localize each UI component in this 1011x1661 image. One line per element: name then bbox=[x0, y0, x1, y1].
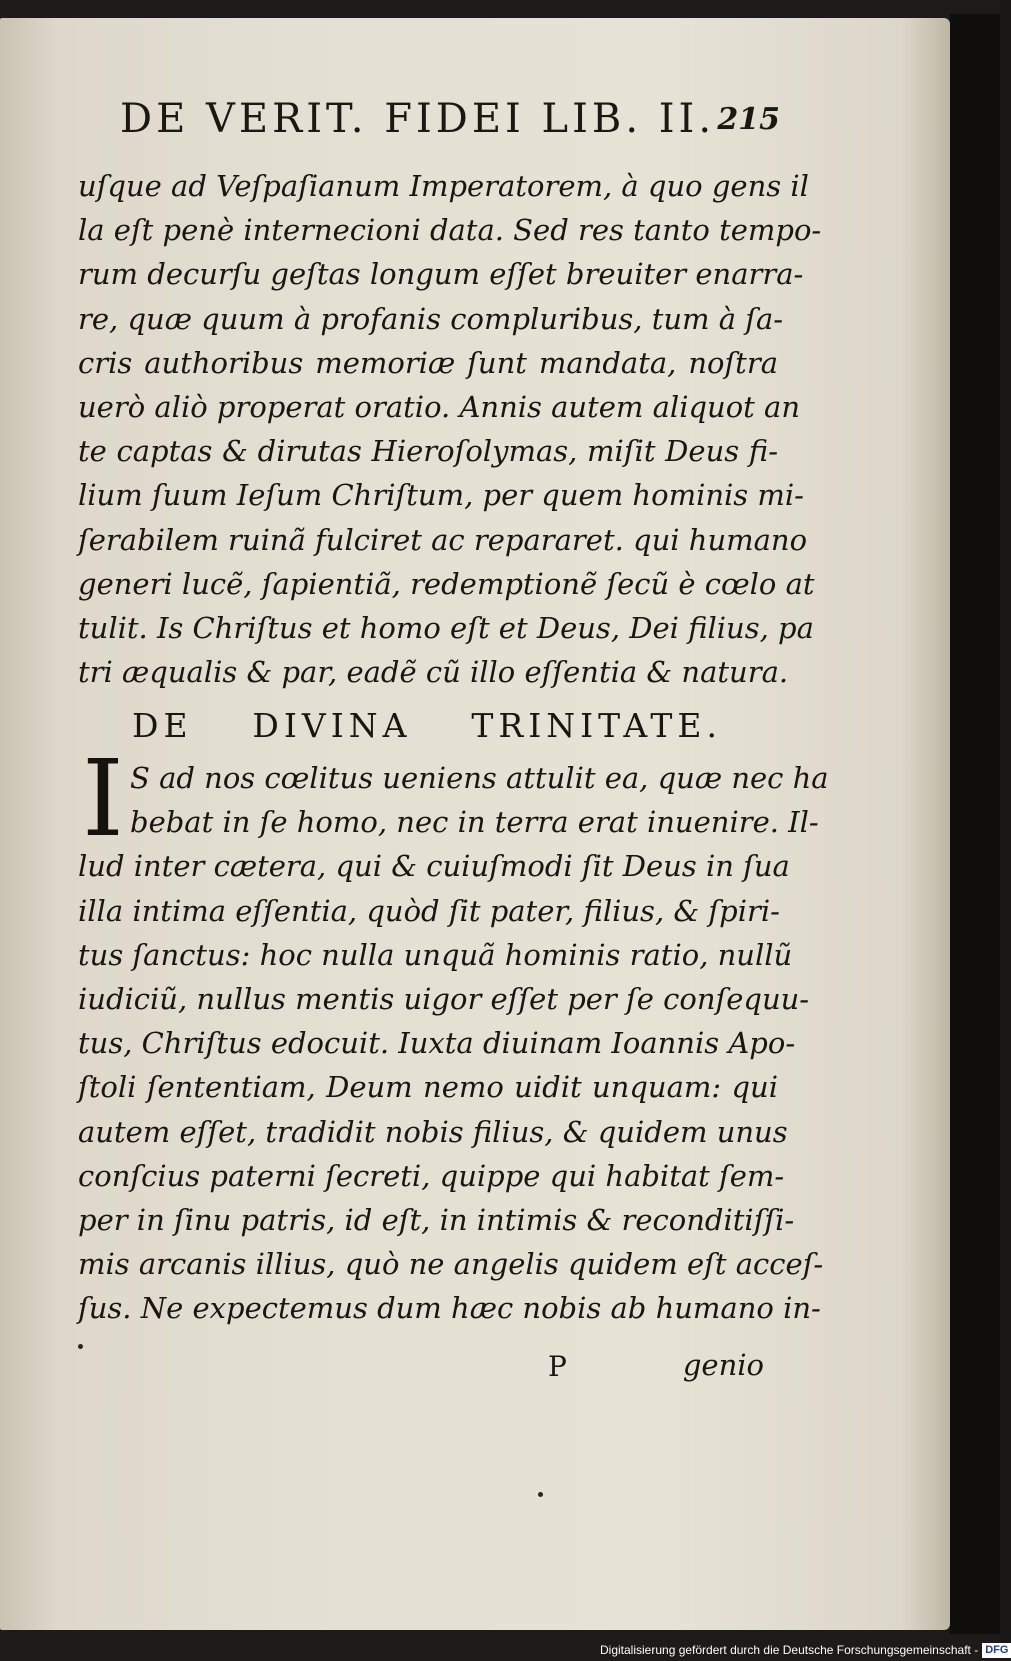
dfg-logo: DFG bbox=[982, 1643, 1011, 1658]
running-head bbox=[120, 96, 780, 156]
signature-and-catchword-line bbox=[78, 1342, 778, 1392]
ink-speck bbox=[538, 1492, 543, 1497]
text-line: tus ſanctus: hoc nulla unquã hominis ratio, nullũ bbox=[78, 937, 793, 972]
text-line: autem eſſet, tradidit nobis filius, & quidem unus bbox=[78, 1114, 788, 1149]
text-line: uerò aliò properat oratio. Annis autem aliquot an bbox=[78, 389, 801, 424]
page-number: 215 bbox=[717, 102, 780, 137]
text-line: rum decurſu geſtas longum eſſet breuiter enarra- bbox=[78, 257, 804, 292]
text-line: S ad nos cœlitus ueniens attulit ea, quæ nec ha bbox=[130, 761, 829, 795]
body-text-part-1 bbox=[78, 164, 822, 694]
text-line: mis arcanis illius, quò ne angelis quidem eſt acceſ- bbox=[78, 1247, 824, 1282]
text-line: tus, Chriſtus edocuit. Iuxta diuinam Ioannis Apo- bbox=[78, 1026, 796, 1061]
body-text-part-2 bbox=[78, 756, 829, 1330]
page-sheet bbox=[0, 18, 950, 1630]
text-line: la eſt penè internecioni data. Sed res tanto tempo- bbox=[78, 213, 822, 248]
digitization-credit-text: Digitalisierung gefördert durch die Deutsche Forschungsgemeinschaft - bbox=[600, 1643, 979, 1657]
text-line: cris authoribus memoriæ ſunt mandata, noſtra bbox=[78, 345, 778, 380]
text-line: lud inter cætera, qui & cuiuſmodi ſit Deus in ſua bbox=[78, 849, 790, 884]
text-line: lium ſuum Ieſum Chriſtum, per quem hominis mi- bbox=[78, 478, 804, 513]
text-line: bebat in ſe homo, nec in terra erat inuenire. Il- bbox=[130, 805, 819, 840]
text-line: illa intima eſſentia, quòd ſit pater, filius, & ſpiri- bbox=[78, 893, 780, 928]
text-line: re, quæ quum à profanis compluribus, tum à ſa- bbox=[78, 301, 784, 336]
text-line: iudiciũ, nullus mentis uigor eſſet per ſe conſequu- bbox=[78, 981, 810, 1016]
ink-speck bbox=[78, 1344, 83, 1349]
text-line: ſtoli ſententiam, Deum nemo uidit unquam: qui bbox=[78, 1070, 778, 1105]
text-line: ſus. Ne expectemus dum hæc nobis ab humano in- bbox=[78, 1291, 821, 1326]
text-line: te captas & dirutas Hieroſolymas, miſit Deus fi- bbox=[78, 434, 778, 469]
text-line: tri æqualis & par, eadẽ cũ illo eſſentia & natura. bbox=[78, 655, 789, 690]
catchword: genio bbox=[682, 1348, 764, 1382]
signature-mark: P bbox=[548, 1350, 567, 1383]
drop-cap-initial: I bbox=[82, 737, 124, 860]
running-head-title: DE VERIT. FIDEI LIB. II. bbox=[120, 96, 716, 142]
page-edge-shadow bbox=[950, 14, 1000, 1634]
text-line: per in ſinu patris, id eſt, in intimis & reconditiſſi- bbox=[78, 1202, 795, 1237]
text-line: uſque ad Veſpaſianum Imperatorem, à quo gens il bbox=[78, 169, 809, 203]
section-heading: DE DIVINA TRINITATE. bbox=[132, 706, 722, 745]
text-line: tulit. Is Chriſtus et homo eſt et Deus, Dei filius, pa bbox=[78, 610, 814, 645]
text-line: conſcius paterni ſecreti, quippe qui habitat ſem- bbox=[78, 1158, 785, 1193]
text-line: ſerabilem ruinã fulciret ac repararet. qui humano bbox=[78, 522, 808, 557]
digitization-credit bbox=[600, 1640, 1009, 1661]
text-line: generi lucẽ, ſapientiã, redemptionẽ ſecũ è cœlo at bbox=[78, 566, 815, 601]
